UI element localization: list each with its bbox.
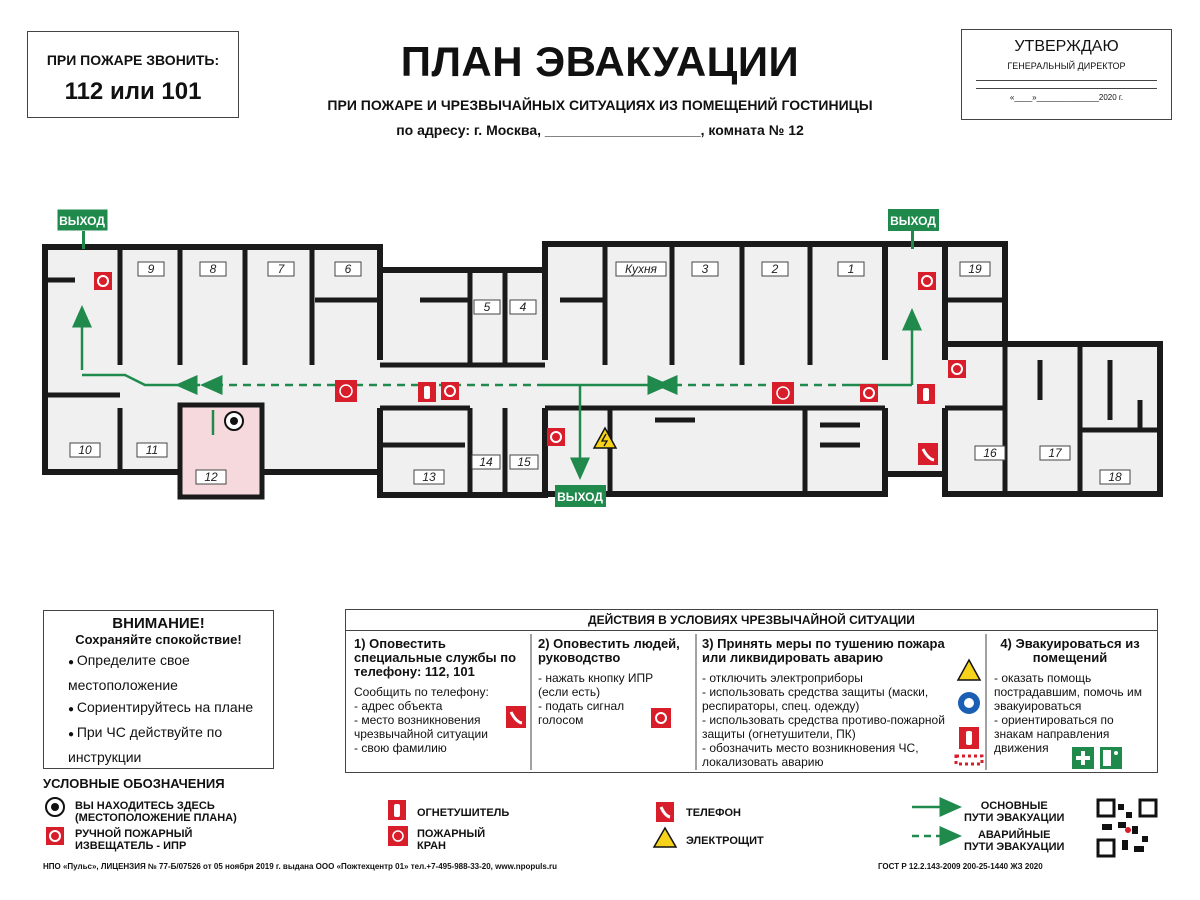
room-label <box>1040 446 1070 460</box>
room-label <box>196 470 226 484</box>
action-title: 3) Принять меры по тушению пожара или ликвидировать аварию <box>702 636 945 665</box>
legend-emergency-routes: АВАРИЙНЫЕ ПУТИ ЭВАКУАЦИИ <box>964 829 1065 853</box>
extinguisher-icon <box>418 382 436 402</box>
attention-title: ВНИМАНИЕ! <box>112 615 205 632</box>
svg-text:ВЫХОД: ВЫХОД <box>890 214 936 228</box>
attention-subtitle: Сохраняйте спокойствие! <box>75 632 242 647</box>
legend-phone: ТЕЛЕФОН <box>686 807 741 819</box>
approve-date: «____»______________2020 г. <box>1009 93 1124 102</box>
svg-text:16: 16 <box>983 446 997 460</box>
room-label <box>975 446 1005 460</box>
room-label <box>960 262 990 276</box>
attention-block <box>43 610 274 769</box>
actions-header: ДЕЙСТВИЯ В УСЛОВИЯХ ЧРЕЗВЫЧАЙНОЙ СИТУАЦИИ <box>346 610 1157 631</box>
fire-alarm-icon <box>948 360 966 378</box>
svg-text:1: 1 <box>847 262 855 276</box>
action-icons <box>346 610 1159 774</box>
svg-text:18: 18 <box>1108 470 1122 484</box>
electric-panel-icon <box>654 828 676 847</box>
room-label <box>200 262 226 276</box>
qr-code-icon <box>1096 798 1158 860</box>
telephone-icon <box>918 443 938 465</box>
room-label <box>70 443 100 457</box>
svg-text:5: 5 <box>483 300 491 314</box>
first-aid-icon <box>1072 747 1094 769</box>
list-item: ● Определите свое местоположение <box>68 649 273 696</box>
exit-direction-icon <box>1100 747 1122 769</box>
fire-alarm-icon <box>860 384 878 402</box>
room-label <box>510 455 538 469</box>
legend-extinguisher: ОГНЕТУШИТЕЛЬ <box>417 807 510 819</box>
svg-text:4: 4 <box>519 300 527 314</box>
legend-ipr: РУЧНОЙ ПОЖАРНЫЙ ИЗВЕЩАТЕЛЬ - ИПР <box>75 828 193 852</box>
hazard-stripe-icon <box>956 756 982 764</box>
svg-text:8: 8 <box>209 262 217 276</box>
svg-text:3: 3 <box>701 262 709 276</box>
room-label <box>1100 470 1130 484</box>
legend-title: УСЛОВНЫЕ ОБОЗНАЧЕНИЯ <box>43 776 225 791</box>
legend-you-are-here: ВЫ НАХОДИТЕСЬ ЗДЕСЬ (МЕСТОПОЛОЖЕНИЕ ПЛАНА) <box>75 800 237 824</box>
room-label <box>138 262 164 276</box>
approve-title: УТВЕРЖДАЮ <box>1014 38 1119 55</box>
action-body: - нажать кнопку ИПР (если есть) - подать сигнал голосом <box>538 671 654 727</box>
fire-hydrant-icon <box>772 382 794 404</box>
list-item: ● При ЧС действуйте по инструкции <box>68 721 273 768</box>
svg-text:11: 11 <box>145 443 159 457</box>
legend-hydrant: ПОЖАРНЫЙ КРАН <box>417 828 486 852</box>
room-label <box>472 455 500 469</box>
fire-alarm-icon <box>918 272 936 290</box>
extinguisher-icon <box>388 800 406 820</box>
extinguisher-icon <box>959 727 979 749</box>
svg-text:ВЫХОД: ВЫХОД <box>59 214 105 228</box>
fire-alarm-icon <box>46 827 64 845</box>
page-subtitle: ПРИ ПОЖАРЕ И ЧРЕЗВЫЧАЙНЫХ СИТУАЦИЯХ ИЗ ПОМЕЩЕНИЙ ГОСТИНИЦЫ <box>327 97 873 113</box>
approve-role: ГЕНЕРАЛЬНЫЙ ДИРЕКТОР <box>1007 61 1126 71</box>
legend-electric: ЭЛЕКТРОЩИТ <box>686 835 764 847</box>
svg-text:6: 6 <box>344 262 352 276</box>
fire-hydrant-icon <box>388 826 408 846</box>
you-are-here-icon <box>225 412 243 430</box>
exit-sign <box>57 209 108 249</box>
list-item: ● Сориентируйтесь на плане <box>68 696 273 721</box>
extinguisher-icon <box>917 384 935 404</box>
svg-text:12: 12 <box>204 470 218 484</box>
respirator-icon <box>958 692 980 714</box>
phone-box-label: ПРИ ПОЖАРЕ ЗВОНИТЬ: <box>46 52 220 68</box>
phone-box-numbers: 112 или 101 <box>64 78 202 105</box>
telephone-icon <box>506 706 526 728</box>
fire-alarm-icon <box>94 272 112 290</box>
action-body: - отключить электроприборы - использовать средства защиты (маски, респираторы, спец. одежду) - использовать средства противо-пожарной защиты (огнетушители, ПК) - обозначить место возникновения ЧС, локализовать аварию <box>702 671 945 769</box>
room-label <box>335 262 361 276</box>
page-title: ПЛАН ЭВАКУАЦИИ <box>400 38 800 85</box>
svg-text:13: 13 <box>422 470 436 484</box>
svg-text:19: 19 <box>968 262 982 276</box>
room-label <box>616 262 666 276</box>
address-line: по адресу: г. Москва, ____________________, комната № 12 <box>396 122 804 138</box>
room-label <box>137 443 167 457</box>
legend-main-routes: ОСНОВНЫЕ ПУТИ ЭВАКУАЦИИ <box>964 800 1065 824</box>
room-label <box>414 470 444 484</box>
room-label <box>510 300 536 314</box>
footer-license: НПО «Пульс», ЛИЦЕНЗИЯ № 77-Б/07526 от 05 ноября 2019 г. выдана ООО «Пожтехцентр 01» тел.+7-495-988-33-20, www.npopuls.ru <box>43 862 558 871</box>
fire-alarm-icon <box>547 428 565 446</box>
fire-alarm-icon <box>441 382 459 400</box>
room-label <box>268 262 294 276</box>
fire-alarm-icon <box>651 708 671 728</box>
action-title: 4) Эвакуироваться из помещений <box>1000 636 1140 665</box>
exit-sign <box>555 485 606 507</box>
svg-text:2: 2 <box>771 262 779 276</box>
emergency-actions-block <box>345 609 1158 773</box>
room-label <box>838 262 864 276</box>
fire-hydrant-icon <box>335 380 357 402</box>
you-are-here-icon <box>46 798 64 816</box>
svg-text:10: 10 <box>78 443 92 457</box>
action-title: 1) Оповестить специальные службы по телефону: 112, 101 <box>354 636 517 679</box>
room-label <box>762 262 788 276</box>
svg-text:15: 15 <box>517 455 531 469</box>
footer-standard: ГОСТ Р 12.2.143-2009 200-25-1440 ЖЗ 2020 <box>878 862 1043 871</box>
svg-text:7: 7 <box>277 262 285 276</box>
action-body: - оказать помощь пострадавшим, помочь им эвакуироваться - ориентироваться по знакам направления движения <box>994 671 1142 755</box>
room-label <box>474 300 500 314</box>
svg-text:ВЫХОД: ВЫХОД <box>557 490 603 504</box>
svg-text:Кухня: Кухня <box>625 262 657 276</box>
electric-panel-icon <box>958 660 980 680</box>
action-title: 2) Оповестить людей, руководство <box>538 636 680 665</box>
svg-text:14: 14 <box>479 455 493 469</box>
action-body: Сообщить по телефону: - адрес объекта - место возникновения чрезвычайной ситуации - свою фамилию <box>354 685 489 755</box>
telephone-icon <box>656 802 674 822</box>
room-label <box>692 262 718 276</box>
svg-text:9: 9 <box>147 262 155 276</box>
svg-text:17: 17 <box>1048 446 1062 460</box>
attention-list <box>44 649 273 768</box>
